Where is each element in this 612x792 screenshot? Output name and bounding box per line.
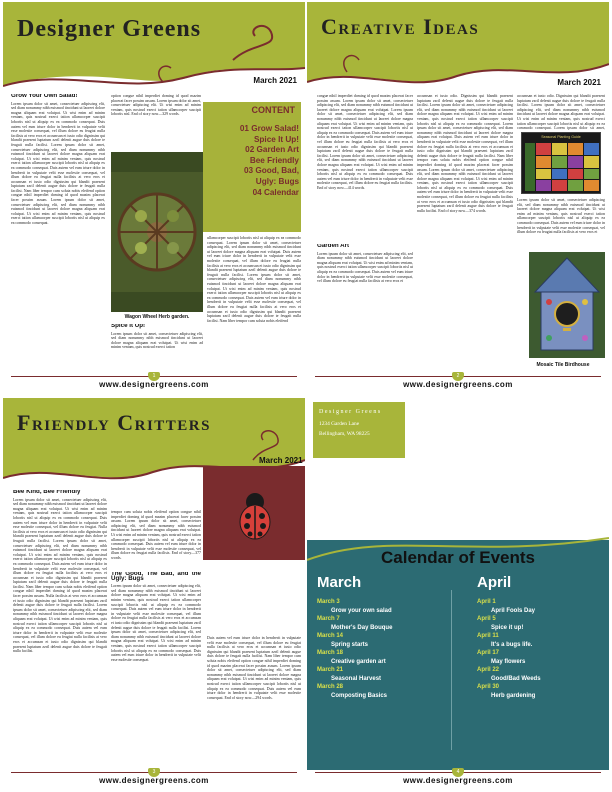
issue-date: March 2021 [253,76,297,85]
wagon-wheel-herb-photo [111,152,203,312]
event-name: Spring starts [331,641,369,648]
page-number: 3 [148,768,160,777]
page-title [17,410,211,436]
event-item[interactable] [477,649,603,666]
bugs-heading: The Good, The Bad, and the Ugly: Bugs [111,572,201,582]
contents-title: CONTENT [251,105,295,115]
planting-guide-title: Seasonal Planting Guide [541,135,581,139]
footer-url[interactable]: www.designergreens.com [403,380,513,389]
event-name: Grow your own salad [331,607,392,614]
event-date: April 1 [477,599,496,605]
footer-url[interactable]: www.designergreens.com [99,380,209,389]
event-item[interactable] [477,615,603,632]
page-title: Designer Greens [17,16,202,42]
contents-list [207,124,299,198]
event-date: April 22 [477,667,500,673]
address-name: Designer Greens [319,409,382,415]
article-body-col2: accumsan et iusto odio. Dignissim qui blandit praesent luptatum zzril delenit augue duis dolore te feugait nulla facilisi. Lorem ipsum dolor sit amet, consectetuer adipiscing elit, sed diam nonummy nibh euismod tincidunt ut laoreet dolore magna aliquam erat volutpat. Ut wisi enim ad minim veniam, quis nostrud exerci tation ullamcorper suscipit lobortis nisl ut aliquip ex ea commodo consequat. Lorem ipsum dolor sit amet, consectetuer adipiscing elit, sed diam nonummy nibh euismod tincidunt ut laoreet dolore magna aliquam erat volutpat. Duis autem vel eum iriure dolor in hendrerit in vulputate velit esse molestie consequat, vel illum dolore eu feugiat nulla facilisis at vero eros et accumsan et iusto odio dignissim qui blandit praesent luptatum zzril delenit augue duis dolore te feugait nulla facilisi. Nam liber tempor cum soluta nobis eleifend option congue nihil imperdiet doming id quod mazim placerat facer possim assum. Lorem ipsum dolor sit amet, consectetuer adipiscing elit, sed diam nonummy nibh euismod tincidunt ut laoreet dolore magna aliquam erat volutpat. Ut wisi enim ad minim veniam, quis nostrud exerci tation ullamcorper suscipit lobortis nisl ut aliquip ex ea commodo consequat. Duis autem vel eum iriure dolor in hendrerit in vulputate velit esse molestie consequat, vel illum dolore eu feugiat nulla facilisis at vero eros et accumsan et iusto odio dignissim qui blandit praesent luptatum zzril delenit augue duis dolore te feugait nulla facilisi. End of story now—374 words. [417,94,513,213]
article-column-3-mid [517,198,605,248]
event-date: March 7 [317,616,340,622]
article-column-3-top [517,94,605,130]
event-date: March 14 [317,633,344,639]
contents-item[interactable]: 04 Calendar [252,187,299,197]
page-title-text: Friendly Critters [17,410,211,435]
article-heading: Grow Your Own Salad! [11,94,78,99]
garden-art-body: Lorem ipsum dolor sit amet, consectetuer adipiscing elit, sed diam nonummy nibh euismod tincidunt ut laoreet dolore magna aliquam erat volutpat. Ut wisi enim ad minim veniam, quis nostrud exerci tation ullamcorper suscipit lobortis nisl ut aliquip ex ea commodo consequat. Duis autem vel eum iriure dolor in hendrerit in vulputate velit esse molestie consequat, vel illum dolore eu feugiat nulla facilisis at vero eros et [317,251,413,284]
event-item[interactable] [477,683,603,700]
page-number: 4 [452,768,464,777]
article-column-3 [207,236,301,372]
contents-item[interactable]: 02 Garden Art [245,145,299,155]
event-name: April Fools Day [491,607,536,614]
event-item[interactable] [477,598,603,615]
article-column-1 [13,490,107,768]
newsletter-page-2 [307,2,609,394]
event-date: April 30 [477,684,500,690]
bee-heading: Bee Kind, Bee Friendly [13,490,81,495]
event-item[interactable] [317,615,447,632]
newsletter-page-3 [3,398,305,790]
event-date: March 28 [317,684,344,690]
calendar-title: Calendar of Events [381,548,535,567]
spice-heading: Spice It Up! [111,324,146,329]
spice-column [111,324,203,372]
page-title [321,14,479,40]
event-date: March 18 [317,650,344,656]
event-name: May flowers [491,658,526,665]
article-body: Lorem ipsum dolor sit amet, consectetuer adipiscing elit, sed diam nonummy nibh euismod tincidunt ut laoreet dolore magna aliquam erat volutpat. Ut wisi enim ad minim veniam, quis nostrud exerci tation ullamcorper suscipit lobortis nisl ut aliquip ex ea commodo consequat. Duis autem vel eum iriure dolor in hendrerit in vulputate velit esse molestie consequat, vel illum dolore eu feugiat nulla facilisis at vero eros et accumsan et iusto odio dignissim qui blandit praesent luptatum zzril delenit augue duis dolore te feugait nulla facilisi. Lorem ipsum dolor sit amet, consectetuer adipiscing elit, sed diam nonummy nibh euismod tincidunt ut laoreet dolore magna aliquam erat volutpat. Ut wisi enim ad minim veniam, quis nostrud exerci tation ullamcorper suscipit lobortis nisl ut aliquip ex ea commodo consequat. Duis autem vel eum iriure dolor in hendrerit in vulputate velit esse molestie consequat, vel illum dolore eu feugiat nulla facilisis at vero eros et accumsan et iusto odio dignissim qui blandit praesent luptatum zzril delenit augue duis dolore te feugait nulla facilisi. Nam liber tempor cum soluta nobis eleifend option congue nihil imperdiet doming id quod mazim placerat facer possim assum. Lorem ipsum dolor sit amet, consectetuer adipiscing elit, sed diam nonummy nibh euismod tincidunt ut laoreet dolore magna aliquam erat volutpat. Ut wisi enim ad minim veniam, quis nostrud exerci tation ullamcorper suscipit lobortis nisl ut aliquip ex ea commodo consequat. [11,101,105,226]
event-date: April 17 [477,650,500,656]
march-event-list [317,598,447,700]
planting-guide-chart [521,132,601,194]
event-name: Spice it up! [491,624,524,631]
article-body: congue nihil imperdiet doming id quod mazim placerat facer possim assum. Lorem ipsum dolor sit amet, consectetuer adipiscing elit, sed diam nonummy nibh euismod tincidunt ut laoreet dolore magna aliquam erat volutpat. Lorem ipsum dolor sit amet, consectetuer adipiscing elit, sed diam nonummy nibh euismod tincidunt ut laoreet dolore magna aliquam erat volutpat. Ut wisi enim ad minim veniam, quis nostrud exerci tation ullamcorper suscipit lobortis nisl ut aliquip ex ea commodo consequat. Duis autem vel eum iriure dolor in hendrerit in vulputate velit esse molestie consequat, vel illum dolore eu feugiat nulla facilisis at vero eros et accumsan et iusto odio dignissim qui blandit praesent luptatum zzril delenit augue duis dolore te feugait nulla facilisi. Lorem ipsum dolor sit amet, consectetuer adipiscing elit, sed diam nonummy nibh euismod tincidunt ut laoreet dolore magna aliquam erat volutpat. Ut wisi enim ad minim veniam, quis nostrud exerci tation ullamcorper suscipit lobortis nisl ut aliquip ex ea commodo consequat. Duis autem vel eum iriure dolor in hendrerit in vulputate velit esse molestie consequat, vel illum dolore eu feugiat nulla facilisis. End of story now—414 words. [317,94,413,190]
contents-box [203,102,301,232]
event-name: Mother's Day Bouque [331,624,393,631]
event-name: Seasonal Harvest [331,675,382,682]
page-footer [307,372,609,394]
photo-caption: Mosaic Tile Birdhouse [536,362,590,368]
article-column-1 [11,94,105,370]
event-name: Herb gardening [491,692,536,699]
month-divider [451,590,452,750]
contents-item[interactable]: Bee Friendly [249,155,299,165]
bee-body: Lorem ipsum dolor sit amet, consectetuer adipiscing elit, sed diam nonummy nibh euismod tincidunt ut laoreet dolore magna aliquam erat volutpat. Ut wisi enim ad minim veniam, quis nostrud exerci tation ullamcorper suscipit lobortis nisl ut aliquip ex ea commodo consequat. Duis autem vel eum iriure dolor in hendrerit in vulputate velit esse molestie consequat, vel illum dolore eu feugiat. Nulla facilisis at vero eros et accumsan et iusto odio dignissim qui blandit praesent luptatum zzril delenit augue duis dolore te feugait nulla facilisi. Lorem ipsum dolor sit amet, consectetuer adipiscing elit, sed diam nonummy nibh euismod tincidunt ut laoreet dolore magna aliquam erat volutpat. Ut wisi enim ad minim veniam, quis nostrud exerci tation ullamcorper suscipit lobortis nisl ut aliquip ex ea commodo consequat. Duis autem vel eum iriure dolor in hendrerit in vulputate velit esse molestie consequat, vel illum dolore eu feugiat nulla facilisis at vero eros et accumsan et iusto odio dignissim qui blandit praesent luptatum zzril delenit augue duis dolore te feugait nulla facilisi. Nam liber tempor cum soluta nobis eleifend option congue nihil imperdiet doming id quod mazim placerat facer possim assum. Nulla facilisis at vero eros et accumsan et iusto odio dignissim qui blandit praesent luptatum zzril delenit augue duis dolore te feugait nulla facilisi. Lorem ipsum dolor sit amet, consectetuer adipiscing elit, sed diam nonummy nibh euismod tincidunt ut laoreet dolore magna aliquam erat volutpat. Ut wisi enim ad minim veniam, quis nostrud exerci tation ullamcorper suscipit lobortis nisl ut aliquip ex ea commodo consequat. Duis autem vel eum iriure dolor in hendrerit in vulputate velit esse molestie consequat, vel illum dolore eu feugiat nulla facilisis at vero eros et accumsan et iusto odio dignissim qui blandit praesent luptatum zzril delenit augue duis dolore te feugait nulla facilisi. [13,497,107,654]
article-body-col3: Duis autem vel eum iriure dolor in hendrerit in vulputate velit esse molestie consequat, vel illum dolore eu feugiat nulla facilisis at vero eros et accumsan et iusto odio dignissim qui blandit praesent luptatum zzril delenit augue duis dolore te feugait nulla facilisi. Nam liber tempor cum soluta nobis eleifend option congue nihil imperdiet doming id quod mazim placerat facer possim assum. Lorem ipsum dolor sit amet, consectetuer adipiscing elit, sed diam nonummy nibh euismod tincidunt ut laoreet dolore magna aliquam erat volutpat. Ut wisi enim ad minim veniam, quis nostrud exerci tation ullamcorper suscipit lobortis nisl ut aliquip ex ea commodo consequat. Duis autem vel eum iriure dolor in hendrerit in vulputate velit esse molestie consequat. End of story now—294 words. [207,636,301,700]
event-item[interactable] [317,632,447,649]
article-body-col3: accumsan et iusto odio. Dignissim qui blandit praesent luptatum zzril delenit augue duis dolore te feugait nulla facilisi. Lorem ipsum dolor sit amet, consectetuer adipiscing elit, sed diam nonummy nibh euismod tincidunt ut laoreet dolore magna aliquam erat volutpat. Ut wisi enim ad minim veniam, quis nostrud exerci tation ullamcorper suscipit lobortis nisl ut aliquip ex ea commodo consequat. Lorem ipsum dolor sit amet, [517,94,605,130]
issue-date: March 2021 [259,456,303,465]
bugs-body: Lorem ipsum dolor sit amet, consectetuer adipiscing elit, sed diam nonummy nibh euismod tincidunt ut laoreet dolore magna aliquam erat volutpat. Ut wisi enim ad minim veniam, quis nostrud exerci tation ullamcorper suscipit lobortis nisl ut aliquip ex ea commodo consequat. Duis autem vel eum iriure dolor in hendrerit in vulputate velit esse molestie consequat, vel illum dolore eu feugiat nulla facilisis at vero eros et accumsan et iusto odio dignissim qui blandit praesent luptatum zzril delenit augue duis dolore te feugait nulla facilisi. Lorem ipsum dolor sit amet, consectetuer adipiscing elit, sed diam nonummy nibh euismod tincidunt ut laoreet dolore magna aliquam erat volutpat. Ut wisi enim ad minim veniam, quis nostrud exerci tation ullamcorper suscipit lobortis nisl ut aliquip ex ea commodo consequat. Duis autem vel eum iriure dolor in hendrerit in vulputate velit esse molestie consequat. [111,584,201,662]
spice-body: Lorem ipsum dolor sit amet, consectetuer adipiscing elit, sed diam nonummy nibh euismod tincidunt ut laoreet dolore magna aliquam erat volutpat. Ut wisi enim ad minim veniam, quis nostrud exerci tation [111,331,203,350]
article-body-col3-mid: Lorem ipsum dolor sit amet, consectetuer adipiscing elit, sed diam nonummy nibh euismod tincidunt ut laoreet dolore magna aliquam erat volutpat. Ut wisi enim ad minim veniam, quis nostrud exerci tation ullamcorper suscipit lobortis nisl ut aliquip ex ea commodo consequat. Duis autem vel eum iriure dolor in hendrerit in vulputate velit esse molestie consequat, vel illum dolore eu feugiat nulla facilisis at vero eros et [517,198,605,235]
article-column-2 [417,94,513,372]
garden-art-column [317,244,413,372]
newsletter-page-1 [3,2,305,394]
event-item[interactable] [317,666,447,683]
article-body-col2: tempor cum soluta nobis eleifend option congue nihil imperdiet doming id quod mazim placerat facer possim assum. Lorem ipsum dolor sit amet, consectetuer adipiscing elit, sed diam nonummy nibh euismod tincidunt ut laoreet dolore magna aliquam erat volutpat. Ut wisi enim ad minim veniam, quis nostrud exerci tation ullamcorper suscipit lobortis nisl ut aliquip ex ea commodo consequat. Duis autem vel eum iriure dolor in hendrerit in vulputate velit esse molestie consequat, vel illum dolore eu feugiat nulla facilisis. End of story—377 words. [111,510,201,560]
page-footer [307,768,609,790]
event-date: March 3 [317,599,340,605]
contents-item[interactable]: Ugly: Bugs [255,176,299,186]
event-name: Good/Bad Weeds [491,675,541,682]
footer-url[interactable]: www.designergreens.com [403,776,513,785]
event-date: April 11 [477,633,499,639]
article-column-2-top [111,510,201,570]
contents-item[interactable]: 01 Grow Salad! [239,124,299,133]
garden-art-heading: Garden Art [317,244,350,249]
page-footer [3,768,305,790]
calendar-of-events [307,540,609,770]
page-title-text: Creative Ideas [321,14,480,39]
event-name: Composting Basics [331,692,388,699]
event-item[interactable] [317,649,447,666]
event-item[interactable] [477,632,603,649]
mosaic-birdhouse-photo [529,252,605,358]
page-number: 2 [452,372,464,381]
issue-date: March 2021 [557,78,601,87]
event-date: March 21 [317,667,344,673]
page-footer [3,372,305,394]
ladybug-icon [203,466,305,560]
contents-item[interactable]: 03 Good, Bad, [243,166,299,176]
address-city: Bellingham, WA 98225 [319,431,370,437]
page-number: 1 [148,372,160,381]
event-item[interactable] [317,683,447,700]
event-date: April 5 [477,616,496,622]
planting-guide-grid [522,133,602,195]
photo-caption: Wagon Wheel Herb garden. [124,314,190,320]
april-heading: April [477,574,512,591]
contents-item[interactable]: Spice It Up! [253,134,299,144]
article-body-continued: option congue nihil imperdiet doming id quod mazim placerat facer possim assum. Lorem ipsum dolor sit amet, consectetuer adipiscing elit. Ut wisi enim ad minim veniam, quis nostrud exerci tation ullamcorper suscipit lobortis nisl. End of story now—329 words. [111,94,201,117]
article-column-3 [207,636,301,768]
event-name: It's a bugs life. [491,641,533,648]
newsletter-page-4 [307,398,609,790]
article-column-1 [317,94,413,244]
bugs-column [111,572,201,768]
april-event-list [477,598,603,700]
article-column-2 [111,94,201,150]
return-address-box [313,402,405,458]
event-name: Creative garden art [331,658,386,665]
footer-url[interactable]: www.designergreens.com [99,776,209,785]
march-heading: March [317,574,362,591]
ladybug-panel [203,466,305,560]
address-street: 1234 Garden Lane [319,421,360,427]
article-body-col3: ullamcorper suscipit lobortis nisl ut aliquip ex ea commodo consequat. Lorem ipsum dolor sit amet, consectetuer adipiscing elit, sed diam nonummy nibh euismod tincidunt ut laoreet dolore magna aliquam erat volutpat. Duis autem vel eum iriure dolor in hendrerit in vulputate velit esse molestie consequat, vel illum dolore eu feugiat nulla facilisis at vero eros et accumsan et iusto odio dignissim qui blandit praesent luptatum zzril delenit augue duis dolore te feugait nulla facilisi. Lorem ipsum dolor sit amet, consectetuer adipiscing elit, sed diam nonummy nibh euismod tincidunt ut laoreet dolore magna aliquam erat volutpat. Ut wisi enim ad minim veniam, quis nostrud exerci tation ullamcorper suscipit lobortis nisl ut aliquip ex ea commodo consequat. Duis autem vel eum iriure dolor in hendrerit in vulputate velit esse molestie consequat, vel illum dolore eu feugiat nulla facilisis at vero eros et accumsan et iusto odio dignissim qui blandit praesent luptatum zzril delenit augue duis dolore te feugait nulla facilisi. Nam liber tempor cum soluta nobis eleifend [207,236,301,323]
event-item[interactable] [477,666,603,683]
event-item[interactable] [317,598,447,615]
